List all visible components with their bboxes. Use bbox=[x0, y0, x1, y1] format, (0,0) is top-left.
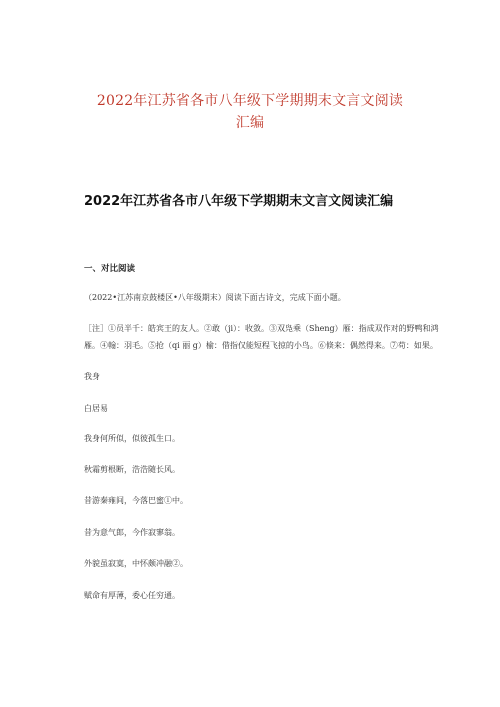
document-title bbox=[0, 90, 500, 134]
annotation-line-1: ［注］①员半千：皓宾王的友人。②敢（ji）：收敛。③双凫乘（Sheng）雁：指成双作对的野鸭和鸿 bbox=[84, 324, 439, 333]
annotation-note bbox=[84, 320, 464, 354]
document-heading: 2022年江苏省各市八年级下学期期末文言文阅读汇编 bbox=[84, 194, 394, 209]
source-line: （2022•江苏南京鼓楼区•八年级期末）阅读下面古诗文，完成下面小题。 bbox=[84, 293, 346, 302]
section-heading: 一、对比阅读 bbox=[84, 264, 136, 274]
poem-line: 赋命有厚薄，委心任穷通。 bbox=[84, 591, 180, 600]
document-title-line-2: 汇编 bbox=[235, 115, 265, 131]
poem-line: 秋霜剪根断，浩浩随长风。 bbox=[84, 465, 180, 474]
poem-line: 昔为意气郎，今作寂寥翁。 bbox=[84, 528, 180, 537]
poem-title: 我身 bbox=[84, 372, 100, 381]
poem-line: 外貌虽寂寞，中怀颇冲融②。 bbox=[84, 559, 188, 568]
poem-author: 白居易 bbox=[84, 404, 108, 413]
annotation-line-2: 雁。④翰：羽毛。⑤抢（qi 丽 g）榆：借指仅能短程飞掠的小鸟。⑥倏来：偶然得来。⑦苟：如果。 bbox=[84, 341, 438, 350]
poem-line: 我身何所似，似彼孤生口。 bbox=[84, 434, 180, 443]
document-title-line-1: 2022年江苏省各市八年级下学期期末文言文阅读 bbox=[96, 93, 404, 109]
poem-line: 昔游秦雍间，今落巴蜜①中。 bbox=[84, 496, 188, 505]
